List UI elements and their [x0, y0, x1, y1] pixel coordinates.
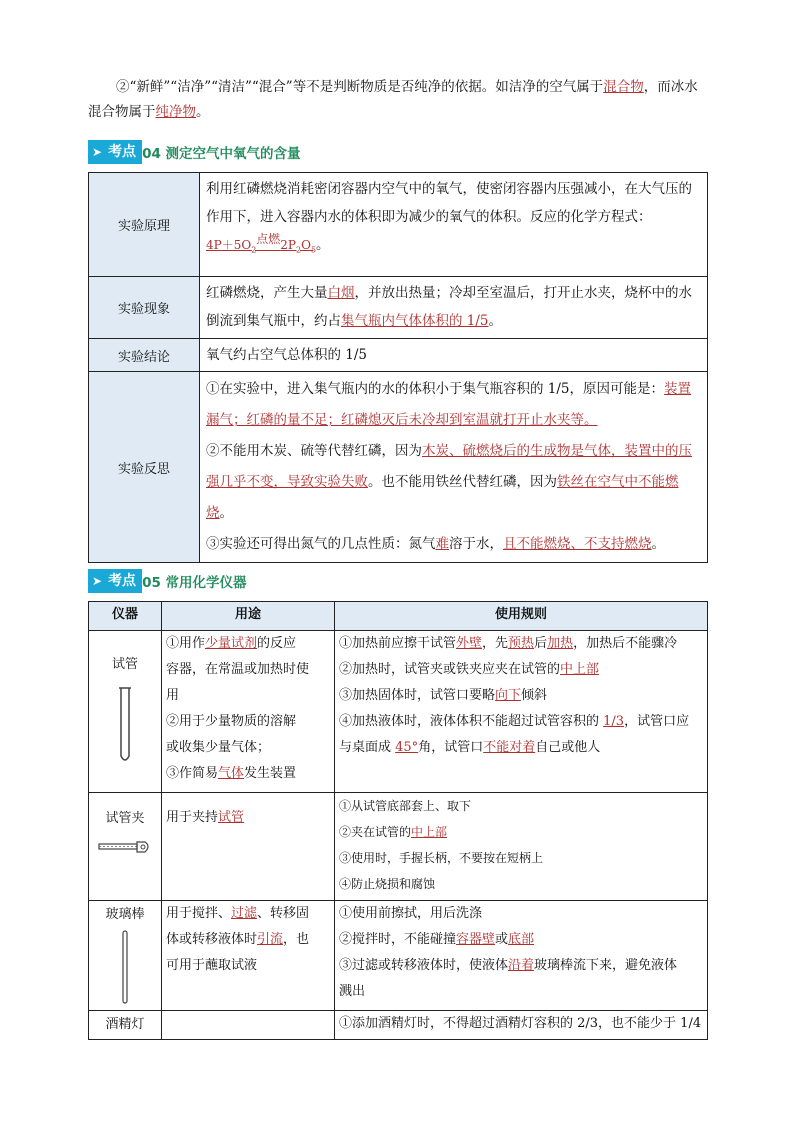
instrument-cell: [89, 793, 162, 901]
tube-clamp-icon: [97, 838, 153, 856]
answer-blank: 过滤: [231, 906, 258, 921]
answer-blank: 且不能燃烧、不支持燃烧: [503, 536, 652, 552]
row-label: 实验结论: [89, 339, 200, 372]
instrument-table: [88, 601, 708, 1040]
instrument-name: 酒精灯: [105, 1017, 145, 1032]
row-content: ①在实验中，进入集气瓶内的水的体积小于集气瓶容积的 1/5，原因可能是：装置漏气；红磷的量不足；红磷熄灭后未冷却到室温就打开止水夹等。 ②不能用木炭、硫等代替红磷，因为木炭、硫燃烧后的生成物是气体，装置中的压强几乎不变，导致实验失败。也不能用铁丝代替红磷，因为铁丝在空气中不能燃烧。 ③实验还可得出氮气的几点性质：氮气难溶于水，且不能燃烧、不支持燃烧。: [200, 372, 708, 563]
usage-cell: 用于搅拌、过滤、转移固 体或转移液体时引流，也 可用于蘸取试液: [162, 901, 335, 1011]
rules-cell: ①使用前擦拭，用后洗涤 ②搅拌时，不能碰撞容器壁或底部 ③过滤或转移液体时，使液体沿着玻璃棒流下来，避免液体 溅出: [335, 901, 708, 1011]
instrument-name: 试管: [111, 657, 138, 672]
row-content: 氧气约占空气总体积的 1/5: [200, 339, 708, 372]
intro-text: ②“新鲜”“洁净”“清洁”“混合”等不是判断物质是否纯净的依据。如洁净的空气属于: [116, 79, 604, 95]
glass-rod-icon: [120, 930, 130, 1004]
usage-cell: ①用作少量试剂的反应 容器，在常温或加热时使 用 ②用于少量物质的溶解 或收集少量气体； ③作简易气体发生装置: [162, 631, 335, 793]
section-heading-04: [88, 140, 301, 164]
table-row: [89, 277, 708, 339]
answer-blank: 装置漏气；红磷的量不足；红磷熄灭后未冷却到室温就打开止水夹等。: [206, 381, 692, 428]
table-row-alcohol-lamp: [89, 1011, 708, 1040]
row-content: 利用红磷燃烧消耗密闭容器内空气中的氧气，使密闭容器内压强减小，在大气压的作用下，进入容器内水的体积即为减少的氧气的体积。反应的化学方程式： $4P+5O_2$点燃$2P_2O_5$。: [200, 173, 708, 277]
instrument-cell: [89, 631, 162, 793]
intro-text: 。: [196, 104, 210, 120]
section-title: 05 常用化学仪器: [142, 575, 247, 591]
answer-blank: 纯净物: [155, 104, 196, 120]
chemical-equation: $4P+5O_2$点燃$2P_2O_5$: [206, 232, 317, 255]
row-content: 红磷燃烧，产生大量白烟，并放出热量；冷却至室温后，打开止水夹，烧杯中的水倒流到集气瓶中，约占集气瓶内气体体积的 1/5。: [200, 277, 708, 339]
kaodian-tag: [88, 140, 142, 164]
row-label: 实验现象: [89, 277, 200, 339]
tag-label: 考点: [108, 573, 137, 589]
table-row-glass-rod: [89, 901, 708, 1011]
instrument-name: 玻璃棒: [105, 907, 145, 922]
rules-cell: ①从试管底部套上、取下 ②夹在试管的中上部 ③使用时，手握长柄，不要按在短柄上 ④防止烧损和腐蚀: [335, 793, 708, 901]
answer-blank: 难: [435, 536, 449, 552]
column-header: 仪器: [89, 602, 162, 631]
arrow-icon: ➤: [92, 574, 103, 588]
tag-label: 考点: [108, 144, 137, 160]
reaction-condition: 点燃: [256, 232, 281, 246]
answer-blank: 木炭、硫燃烧后的生成物是气体，装置中的压强几乎不变，导致实验失败: [206, 443, 692, 490]
table-header-row: [89, 602, 708, 631]
intro-paragraph: [88, 75, 708, 125]
oxygen-experiment-table: [88, 172, 708, 563]
intro-text: ，而冰水混合物属于: [88, 79, 698, 120]
principle-text: 利用红磷燃烧消耗密闭容器内空气中的氧气，使密闭容器内压强减小，在大气压的作用下，进入容器内水的体积即为减少的氧气的体积。反应的化学方程式：: [206, 181, 692, 225]
row-label: 实验原理: [89, 173, 200, 277]
table-row-test-tube: [89, 631, 708, 793]
section-title: 04 测定空气中氧气的含量: [142, 146, 301, 162]
answer-blank: 白烟: [327, 285, 355, 301]
answer-blank: 混合物: [603, 79, 644, 95]
row-label: 实验反思: [89, 372, 200, 563]
table-row: [89, 173, 708, 277]
rules-cell: ①加热前应擦干试管外壁，先预热后加热，加热后不能骤冷 ②加热时，试管夹或铁夹应夹在试管的中上部 ③加热固体时，试管口要略向下倾斜 ④加热液体时，液体体积不能超过试管容积的 1/3，试管口应 与桌面成 45°角，试管口不能对着自己或他人: [335, 631, 708, 793]
column-header: 使用规则: [335, 602, 708, 631]
answer-blank: 气体: [218, 766, 245, 781]
answer-blank: 试管: [218, 810, 245, 825]
answer-blank: 少量试剂: [205, 636, 258, 651]
answer-blank: 铁丝在空气中不能燃烧: [206, 474, 679, 521]
instrument-name: 试管夹: [105, 811, 145, 826]
answer-blank: 集气瓶内气体体积的 1/5: [341, 313, 489, 329]
arrow-icon: ➤: [92, 145, 103, 159]
usage-cell: [162, 1011, 335, 1040]
table-row: [89, 339, 708, 372]
rules-cell: ①添加酒精灯时，不得超过酒精灯容积的 2/3，也不能少于 1/4: [335, 1011, 708, 1040]
column-header: 用途: [162, 602, 335, 631]
section-heading-05: [88, 569, 247, 593]
answer-blank: 引流: [257, 932, 284, 947]
instrument-cell: [89, 1011, 162, 1040]
kaodian-tag: [88, 569, 142, 593]
usage-cell: 用于夹持试管: [162, 793, 335, 901]
table-row: [89, 372, 708, 563]
instrument-cell: [89, 901, 162, 1011]
table-row-tube-clamp: [89, 793, 708, 901]
test-tube-icon: [115, 686, 135, 766]
